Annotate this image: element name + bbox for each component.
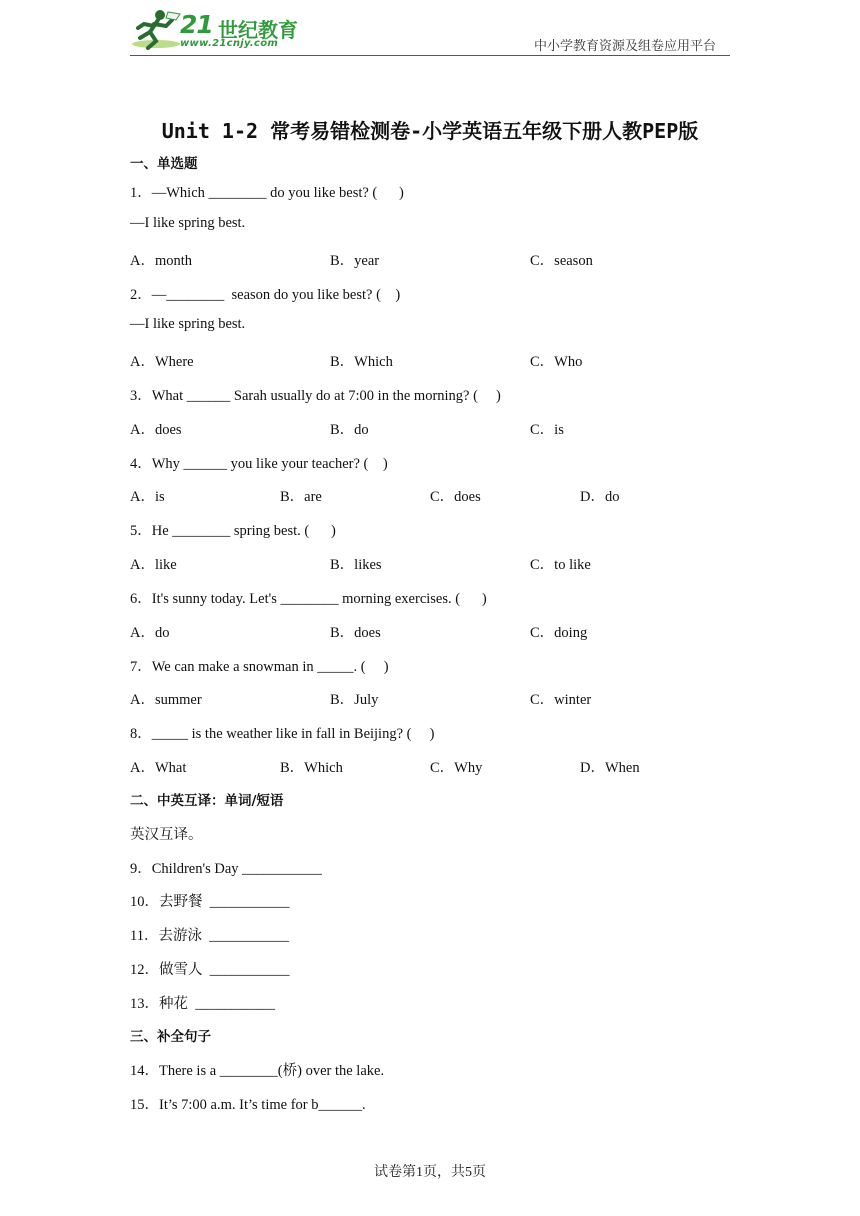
question-1-option-a[interactable]: A．month [130,253,193,269]
question-2-stem: 2．—________ season do you like best? ( ) [130,287,401,303]
question-5-stem: 5．He ________ spring best. ( ) [130,523,336,539]
question-1-option-b[interactable]: B．year [330,253,380,269]
question-4-option-b[interactable]: B．are [280,489,322,505]
page-footer: 试卷第1页，共5页 [374,1165,486,1180]
question-7-option-a[interactable]: A．summer [130,692,202,708]
question-4-option-a[interactable]: A．is [130,489,165,505]
question-4-stem: 4．Why ______ you like your teacher? ( ) [130,456,388,472]
question-6-option-a[interactable]: A．do [130,625,170,641]
question-8-option-c[interactable]: C．Why [430,760,483,776]
question-6-stem: 6．It's sunny today. Let's ________ morning exercises. ( ) [130,591,487,607]
question-2-reply: —I like spring best. [130,316,246,332]
runner-icon [130,8,182,54]
question-1-reply: —I like spring best. [130,215,246,231]
logo-number: 21 [180,10,213,39]
question-10: 10．去野餐 ___________ [130,894,290,910]
question-11: 11．去游泳 ___________ [130,928,289,944]
question-14: 14．There is a ________(桥) over the lake. [130,1063,385,1079]
question-2-option-a[interactable]: A．Where [130,354,194,370]
question-3-stem: 3．What ______ Sarah usually do at 7:00 in the morning? ( ) [130,388,501,404]
question-4-option-d[interactable]: D．do [580,489,620,505]
section-heading-single-choice: 一、单选题 [130,156,198,172]
question-6-option-b[interactable]: B．does [330,625,381,641]
question-3-option-a[interactable]: A．does [130,422,182,438]
question-2-option-c[interactable]: C．Who [530,354,583,370]
question-7-stem: 7．We can make a snowman in _____. ( ) [130,659,389,675]
question-7-option-b[interactable]: B．July [330,692,379,708]
question-8-option-b[interactable]: B．Which [280,760,343,776]
question-1-option-c[interactable]: C．season [530,253,593,269]
question-4-option-c[interactable]: C．does [430,489,481,505]
question-8-option-a[interactable]: A．What [130,760,187,776]
question-8-option-d[interactable]: D．When [580,760,640,776]
question-5-option-a[interactable]: A．like [130,557,177,573]
platform-name: 中小学教育资源及组卷应用平台 [533,38,716,53]
question-2-option-b[interactable]: B．Which [330,354,393,370]
logo [130,8,305,54]
logo-text: 世纪教育 [218,18,298,42]
question-5-option-c[interactable]: C．to like [530,557,591,573]
logo-url: www.21cnjy.com [180,38,279,49]
question-13: 13．种花 ___________ [130,996,275,1012]
page-header [130,8,730,56]
question-5-option-b[interactable]: B．likes [330,557,382,573]
question-7-option-c[interactable]: C．winter [530,692,592,708]
translation-instruction: 英汉互译。 [130,827,203,843]
question-3-option-c[interactable]: C．is [530,422,564,438]
section-heading-translation: 二、中英互译：单词/短语 [130,793,284,809]
question-9: 9．Children's Day ___________ [130,861,322,877]
question-12: 12．做雪人 ___________ [130,962,290,978]
question-1-stem: 1．—Which ________ do you like best? ( ) [130,185,404,201]
question-6-option-c[interactable]: C．doing [530,625,588,641]
question-3-option-b[interactable]: B．do [330,422,369,438]
page-title: Unit 1-2 常考易错检测卷-小学英语五年级下册人教PEP版 [161,119,699,143]
question-15: 15．It’s 7:00 a.m. It’s time for b______. [130,1097,366,1113]
section-heading-complete-sentences: 三、补全句子 [130,1029,211,1045]
question-8-stem: 8．_____ is the weather like in fall in Beijing? ( ) [130,726,435,742]
